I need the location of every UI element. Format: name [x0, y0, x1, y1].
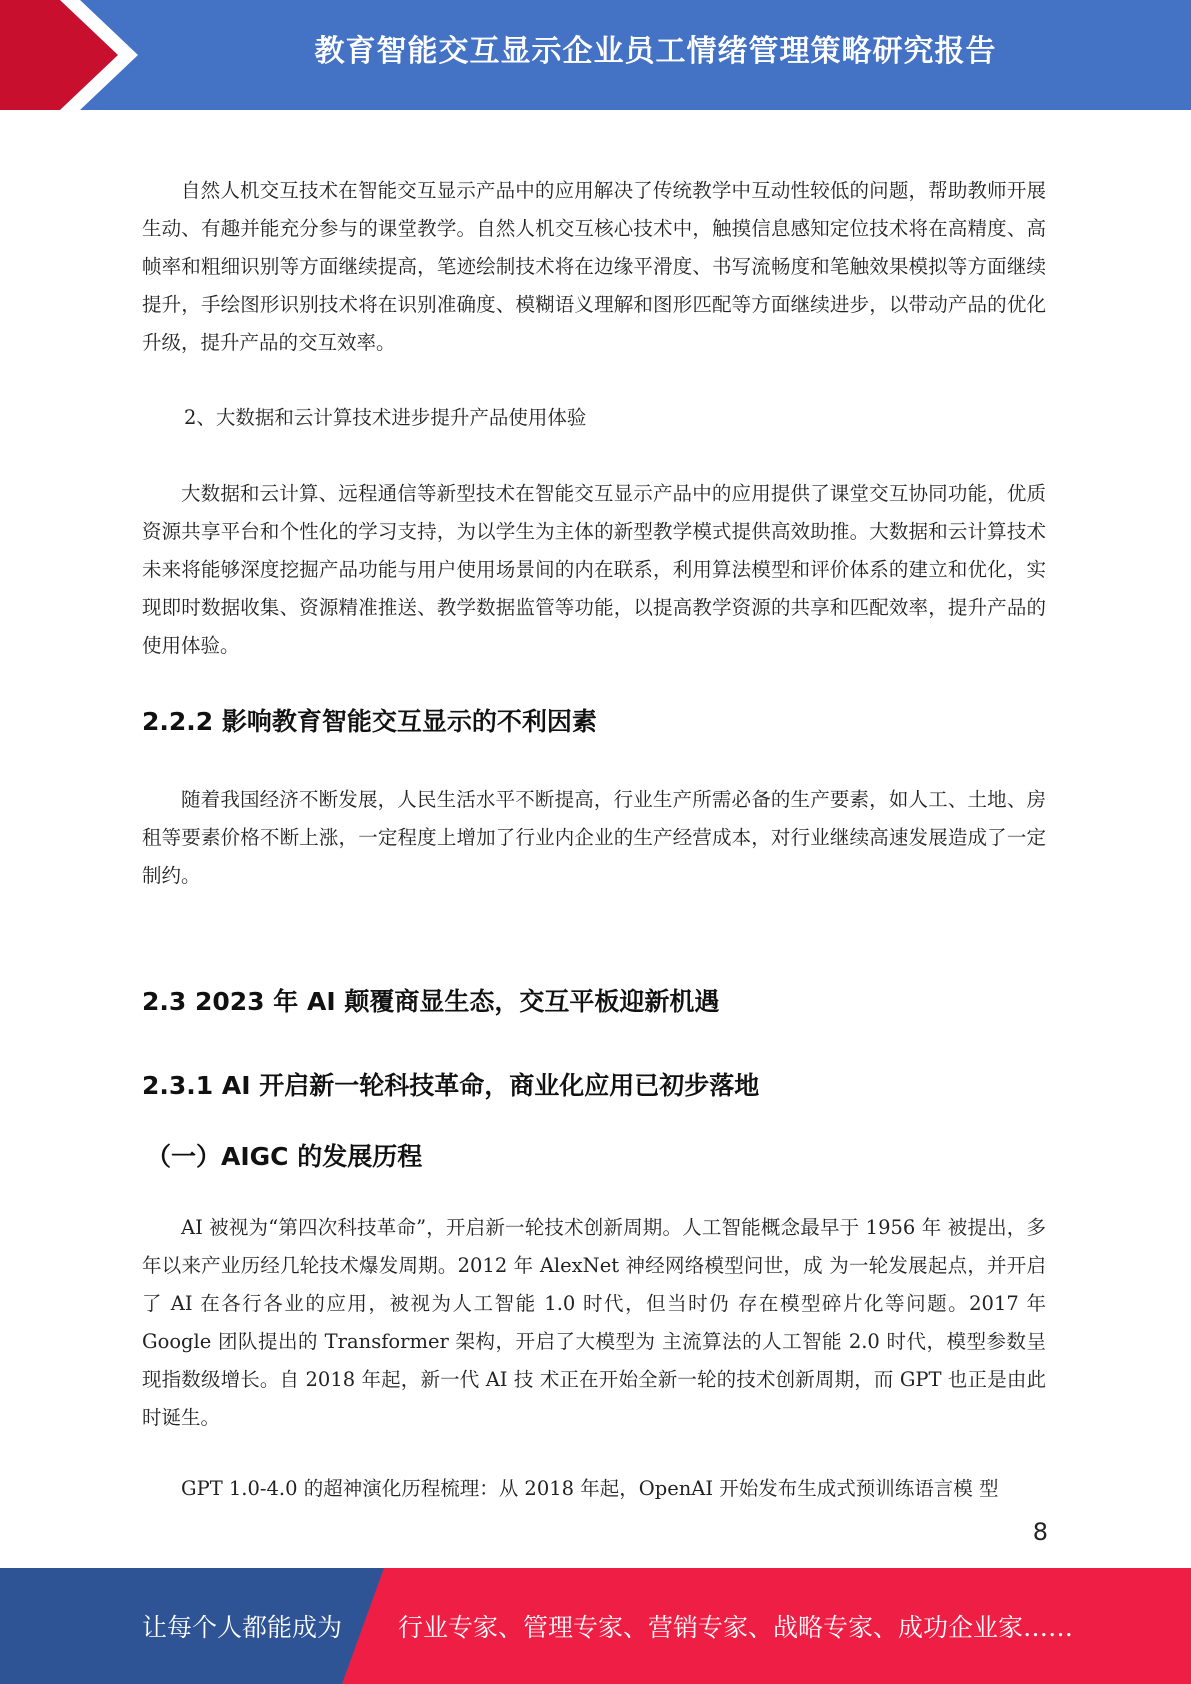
subheading-big-data: 2、大数据和云计算技术进步提升产品使用体验 [184, 406, 587, 429]
paragraph-interaction-tech: 自然人机交互技术在智能交互显示产品中的应用解决了传统教学中互动性较低的问题，帮助教师开展生动、有趣并能充分参与的课堂教学。自然人机交互核心技术中，触摸信息感知定位技术将在高精度、高帧率和粗细识别等方面继续提高，笔迹绘制技术将在边缘平滑度、书写流畅度和笔触效果模拟等方面继续提升，手绘图形识别技术将在识别准确度、模糊语义理解和图形匹配等方面继续进步，以带动产品的优化升级，提升产品的交互效率。 [142, 179, 1046, 354]
page-number: 8 [1032, 1518, 1048, 1546]
paragraph-gpt-evolution: GPT 1.0-4.0 的超神演化历程梳理：从 2018 年起，OpenAI 开始发布生成式预训练语言模 型 [181, 1477, 999, 1500]
section-heading-2-2-2: 2.2.2 影响教育智能交互显示的不利因素 [142, 707, 597, 736]
red-chevron-decoration [0, 0, 200, 110]
footer-slogan-left: 让每个人都能成为 [142, 1613, 343, 1642]
footer-slogan-right: 行业专家、管理专家、营销专家、战略专家、成功企业家…… [398, 1613, 1074, 1642]
header-banner [0, 0, 1191, 110]
paragraph-adverse-factors: 随着我国经济不断发展，人民生活水平不断提高，行业生产所需必备的生产要素，如人工、土地、房租等要素价格不断上涨，一定程度上增加了行业内企业的生产经营成本，对行业继续高速发展造成了一定制约。 [142, 788, 1046, 887]
footer-banner [0, 1568, 1191, 1684]
paragraph-big-data: 大数据和云计算、远程通信等新型技术在智能交互显示产品中的应用提供了课堂交互协同功能，优质资源共享平台和个性化的学习支持，为以学生为主体的新型教学模式提供高效助推。大数据和云计算技术未来将能够深度挖掘产品功能与用户使用场景间的内在联系，利用算法模型和评价体系的建立和优化，实现即时数据收集、资源精准推送、教学数据监管等功能，以提高教学资源的共享和匹配效率，提升产品的使用体验。 [142, 482, 1046, 657]
section-heading-2-3-1: 2.3.1 AI 开启新一轮科技革命，商业化应用已初步落地 [142, 1071, 760, 1100]
subsection-heading-aigc: （一）AIGC 的发展历程 [146, 1142, 423, 1171]
report-title: 教育智能交互显示企业员工情绪管理策略研究报告 [314, 34, 997, 69]
section-heading-2-3: 2.3 2023 年 AI 颠覆商显生态，交互平板迎新机遇 [142, 987, 720, 1016]
paragraph-ai-history: AI 被视为“第四次科技革命”，开启新一轮技术创新周期。人工智能概念最早于 1956 年 被提出，多年以来产业历经几轮技术爆发周期。2012 年 AlexNet 神经网络模型问世，成 为一轮发展起点，并开启了 AI 在各行各业的应用，被视为人工智能 1.0 时代，但当时仍 存在模型碎片化等问题。2017 年 Google 团队提出的 Transformer 架构，开启了大模型为 主流算法的人工智能 2.0 时代，模型参数呈现指数级增长。自 2018 年起，新一代 AI 技 术正在开始全新一轮的技术创新周期，而 GPT 也正是由此时诞生。 [142, 1216, 1046, 1429]
